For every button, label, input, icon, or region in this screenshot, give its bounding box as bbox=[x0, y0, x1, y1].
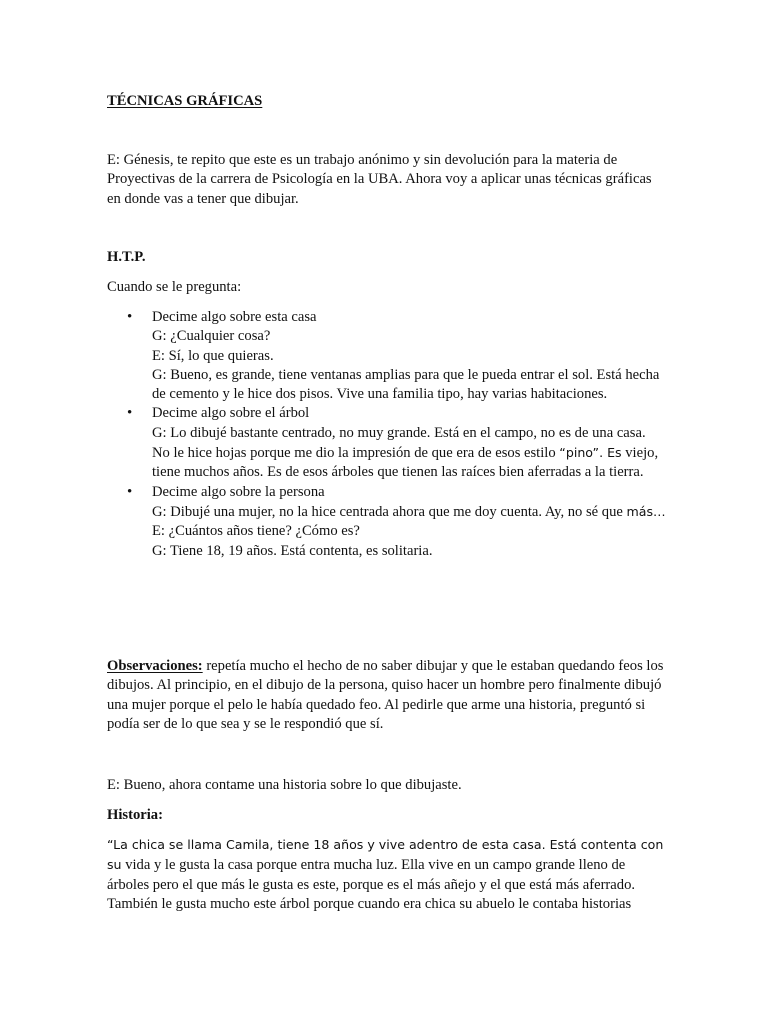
quoted-text: “pino”. Es bbox=[559, 445, 622, 461]
question-list bbox=[107, 308, 667, 561]
list-item bbox=[107, 483, 667, 561]
observations-text: repetía mucho el hecho de no saber dibujar y que le estaban quedando feos los dibujos. Al principio, en el dibujo de la persona, quiso hacer un hombre pero finalmente dibujó una mujer porque el pelo le había quedado feo. Al pedirle que arme una historia, preguntó si podía ser de lo que sea y se le respondió que sí. bbox=[107, 658, 664, 732]
document-title: TÉCNICAS GRÁFICAS bbox=[107, 93, 263, 109]
bullet-icon: • bbox=[127, 483, 133, 500]
intro-paragraph: E: Génesis, te repito que este es un trabajo anónimo y sin devolución para la materia de Proyectivas de la carrera de Psicología en la UBA. Ahora voy a aplicar unas técnicas gráficas en donde vas a tener que dibujar. bbox=[107, 152, 652, 207]
list-item bbox=[107, 404, 667, 482]
item-text: viejo, tiene muchos años. Es de esos árboles que tienen las raíces bien aferradas a la tierra. bbox=[152, 445, 659, 481]
item-line: G: Bueno, es grande, tiene ventanas amplias para que le pueda entrar el sol. Está hecha de cemento y le hice dos pisos. Vive una familia tipo, hay varias habitaciones. bbox=[152, 366, 660, 403]
observations-label: Observaciones: bbox=[107, 658, 203, 674]
item-line: G: ¿Cualquier cosa? bbox=[152, 328, 271, 345]
item-text: G: Lo dibujé bastante centrado, no muy grande. Está en el campo, no es de una casa. No le hice hojas porque me dio la impresión de que era de esos estilo bbox=[152, 424, 646, 462]
item-line: E: ¿Cuántos años tiene? ¿Cómo es? bbox=[152, 523, 360, 540]
question-intro: Cuando se le pregunta: bbox=[107, 279, 242, 295]
bullet-icon: • bbox=[127, 309, 133, 325]
story-paragraph bbox=[107, 835, 667, 914]
htp-heading: H.T.P. bbox=[107, 249, 146, 265]
bullet-icon: • bbox=[127, 405, 133, 422]
story-prompt: E: Bueno, ahora contame una historia sobre lo que dibujaste. bbox=[107, 777, 462, 793]
item-line: E: Sí, lo que quieras. bbox=[152, 347, 274, 364]
item-text: G: Dibujé una mujer, no la hice centrada ahora que me doy cuenta. Ay, no sé que bbox=[152, 503, 627, 520]
story-quote: “La chica se llama Camila, tiene 18 años y vive adentro de esta casa. Está contenta con su bbox=[107, 837, 664, 873]
story-text: vida y le gusta la casa porque entra mucha luz. Ella vive en un campo grande lleno de árboles pero el que más le gusta es este, porque es el más añejo y el que está más aferrado. También le gusta mucho este árbol porque cuando era chica su abuelo le contaba historias bbox=[107, 857, 636, 912]
item-prompt: Decime algo sobre el árbol bbox=[152, 405, 310, 422]
item-prompt: Decime algo sobre la persona bbox=[152, 483, 325, 500]
list-item bbox=[107, 308, 667, 404]
item-text-tail: más… bbox=[626, 503, 666, 519]
item-prompt: Decime algo sobre esta casa bbox=[152, 309, 317, 325]
item-line bbox=[152, 502, 667, 522]
item-line: G: Tiene 18, 19 años. Está contenta, es solitaria. bbox=[152, 542, 433, 559]
observations-paragraph bbox=[107, 657, 667, 734]
item-line bbox=[152, 424, 667, 483]
story-heading: Historia: bbox=[107, 807, 163, 823]
